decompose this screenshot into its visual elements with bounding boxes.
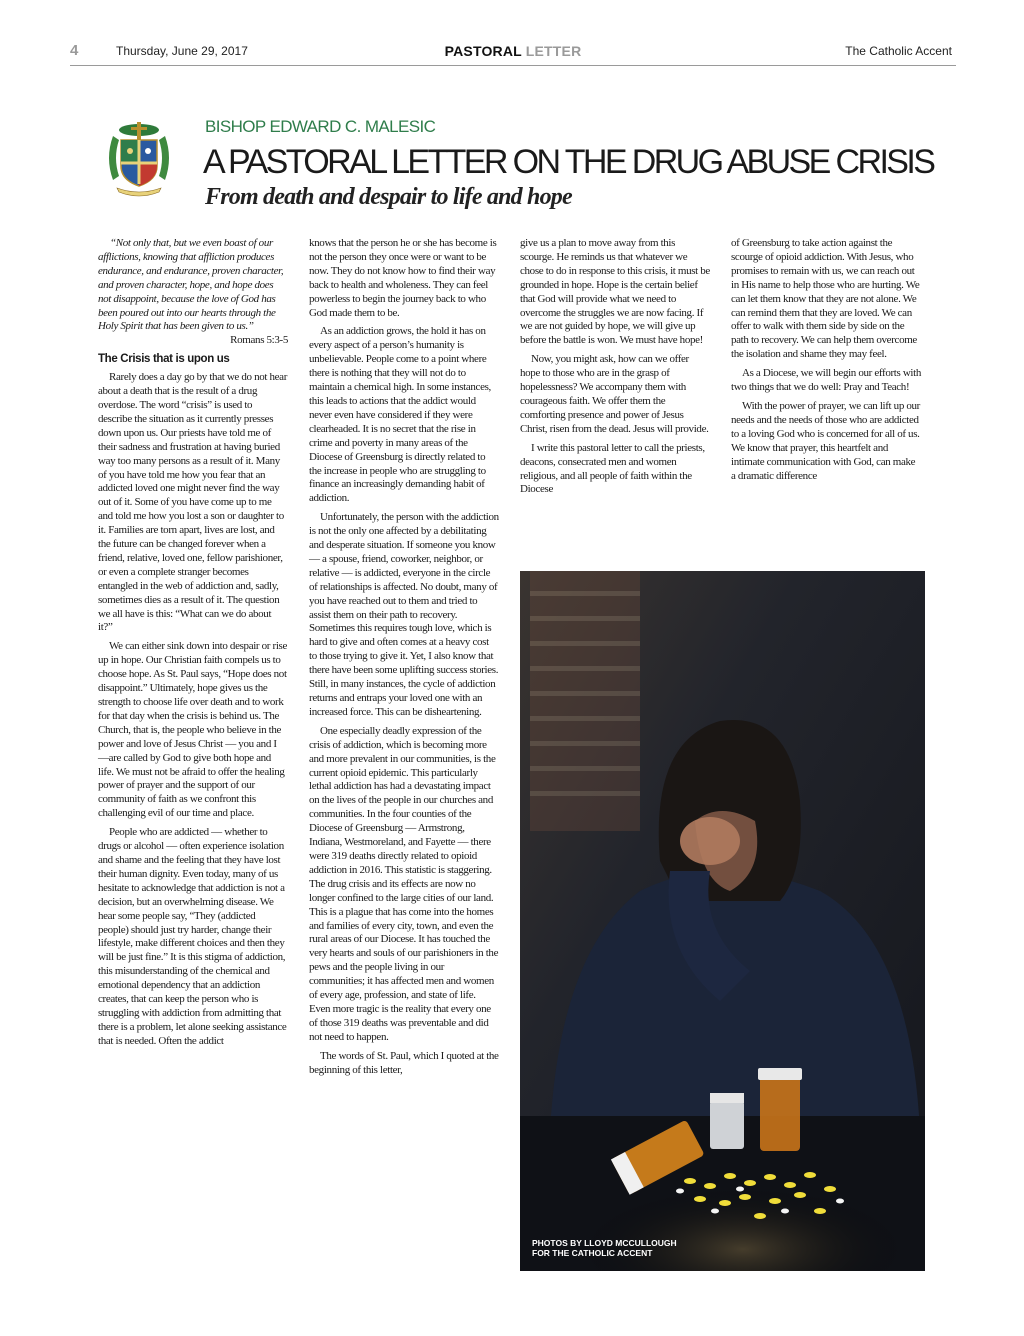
section-heading: The Crisis that is upon us [98, 353, 230, 366]
paragraph: knows that the person he or she has become is not the person they once were or want to be now. They do not know how to find their way back to health and wholeness. They can feel powerless to begin the journey back to who God made them to be. [309, 237, 497, 319]
photo-credit-line-2: FOR THE CATHOLIC ACCENT [532, 1248, 653, 1258]
article-column-4 [731, 237, 921, 488]
paragraph: As a Diocese, we will begin our efforts with two things that we do well: Pray and Teach! [731, 367, 921, 394]
paragraph: The words of St. Paul, which I quoted at the beginning of this letter, [309, 1049, 499, 1076]
paragraph: We can either sink down into despair or rise up in hope. Our Christian faith compels us to choose hope. As St. Paul says, “Hope does not disappoint.” Ultimately, hope gives us the strength to choose life over death and to work for that day when the crisis is behind us. The Church, that is, the people who believe in the power and love of Jesus Christ — you and I —are called by God to give both hope and life. We must not be afraid to offer the healing power of prayer and the support of our community of faith as we confront this challenging evil of our time and place. [98, 640, 287, 820]
paragraph: give us a plan to move away from this scourge. He reminds us that whatever we chose to do in response to this crisis, it must be grounded in hope. Hope is the certain belief that God will provide what we need to overcome the struggles we are now facing. If we are not guided by hope, we will give up before the battle is won. We must have hope! [520, 237, 710, 347]
article-column-2 [309, 237, 499, 1082]
article-column-1 [98, 237, 288, 1054]
section-label-gray: LETTER [525, 43, 582, 59]
subheadline: From death and despair to life and hope [205, 184, 572, 210]
photo-illustration [520, 571, 925, 1271]
publication-name: The Catholic Accent [845, 44, 952, 58]
paragraph: I write this pastoral letter to call the priests, deacons, consecrated men and women religious, and all people of faith within the Diocese [520, 441, 705, 496]
paragraph: Unfortunately, the person with the addiction is not the only one affected by a debilitating and desperate situation. If someone you know — a spouse, friend, coworker, neighbor, or relative — is addicted, everyone in the circle of relationships is affected. No doubt, many of you have reached out to them and tried to assist them on their path to recovery. Sometimes this requires tough love, which is hard to give and often comes at a heavy cost to those trying to give it. Yet, I also know that there have been some uplifting success stories. Still, in many instances, the cycle of addiction returns and entraps your loved one with an increased force. This can be disheartening. [309, 511, 499, 718]
coat-of-arms-icon [103, 118, 175, 200]
paragraph: Rarely does a day go by that we do not hear about a death that is the result of a drug overdose. The word “crisis” is used to describe the situation as it currently presses down upon us. Our priests have told me of their sadness and frustration at having buried way too many persons as a result of it. Many of you have told me how you fear that an addicted loved one might never find the way out of it. Some of you have come up to me and told me how you lost a son or daughter to it. Families are torn apart, lives are lost, and the future can be changed forever when a friend, relative, loved one, fellow parishioner, or even a complete stranger becomes entangled in the web of addiction and, sadly, sometimes dies as a result of it. The question we all have is this: “What can we do about it?” [98, 371, 288, 634]
paragraph: As an addiction grows, the hold it has on every aspect of a person’s humanity is unbelievable. People come to a point where there is nothing that they will not do to maintain a chemical high. In some instances, this leads to actions that the addict would never even have considered if they were clearheaded. It is no secret that the rise in crime and poverty in many areas of the Diocese of Greensburg is directly related to the increase in people who are struggling to finance an increasingly demanding habit of addiction. [309, 325, 491, 505]
paragraph: Now, you might ask, how can we offer hope to those who are in the grasp of hopelessness? We accompany them with courageous faith. We offer them the comforting presence and power of Jesus Christ, risen from the dead. Jesus will provide. [520, 353, 709, 435]
article-column-3 [520, 237, 710, 502]
paragraph: With the power of prayer, we can lift up our needs and the needs of those who are addicted to a loving God who is concerned for all of us. We know that prayer, this heartfelt and intimate communication with God, can make a dramatic difference [731, 399, 920, 482]
epigraph-reference: Romans 5:3-5 [230, 334, 288, 347]
issue-date: Thursday, June 29, 2017 [116, 44, 248, 58]
section-label [70, 43, 956, 59]
page-header [70, 40, 956, 66]
byline: BISHOP EDWARD C. MALESIC [205, 117, 436, 136]
photo-credit-line-1: PHOTOS BY LLOYD MCCULLOUGH [532, 1238, 677, 1248]
page-number: 4 [70, 42, 79, 59]
photo-credit [532, 1238, 677, 1258]
paragraph: People who are addicted — whether to drugs or alcohol — often experience isolation and shame and the feeling that they have lost their human dignity. Even today, many of us hesitate to acknowledge that addiction is not a decision, but an overwhelming disease. We hear some people say, “They (addicted people) should just try harder, change their lifestyle, make different choices and then they will be just fine.” It is this stigma of addiction, this misunderstanding of the chemical and emotional dependency that an addiction creates, that can keep the person who is struggling with addiction from admitting that there is a problem, let alone seeking assistance that is needed. Often the addict [98, 826, 287, 1047]
paragraph: of Greensburg to take action against the scourge of opioid addiction. With Jesus, who promises to remain with us, we can reach out in His name to help those who are hurting. We can let them know that they are not alone. We can remind them that they are loved. We can offer to walk with them side by side on the path to recovery. We can help them overcome the isolation and shame they may feel. [731, 237, 920, 361]
section-label-bold: PASTORAL [444, 43, 522, 59]
epigraph: “Not only that, but we even boast of our afflictions, knowing that affliction produces endurance, and endurance, proven character, and proven character, hope, and hope does not disappoint, because the love of God has been poured out into our hearts through the Holy Spirit that has been given to us.” [98, 237, 284, 333]
article-photo [520, 571, 925, 1271]
headline: A PASTORAL LETTER ON THE DRUG ABUSE CRISIS [203, 143, 934, 181]
paragraph: One especially deadly expression of the crisis of addiction, which is becoming more and more prevalent in our communities, is the current opioid epidemic. This particularly lethal addiction has had a devastating impact on the lives of the people in our churches and communities. In the four counties of the Diocese of Greensburg — Armstrong, Indiana, Westmoreland, and Fayette — there were 319 deaths directly related to opioid addiction in 2016. This statistic is staggering. The drug crisis and its effects are now no longer confined to the large cities of our land. This is a plague that has come into the homes and families of every city, town, and even the rural areas of our Diocese. It has touched the very hearts and souls of our parishioners in the pews and the people living in our communities; it has affected men and women of every age, profession, and state of life. Even more tragic is the reality that every one of those 319 deaths was preventable and did not need to happen. [309, 724, 499, 1043]
